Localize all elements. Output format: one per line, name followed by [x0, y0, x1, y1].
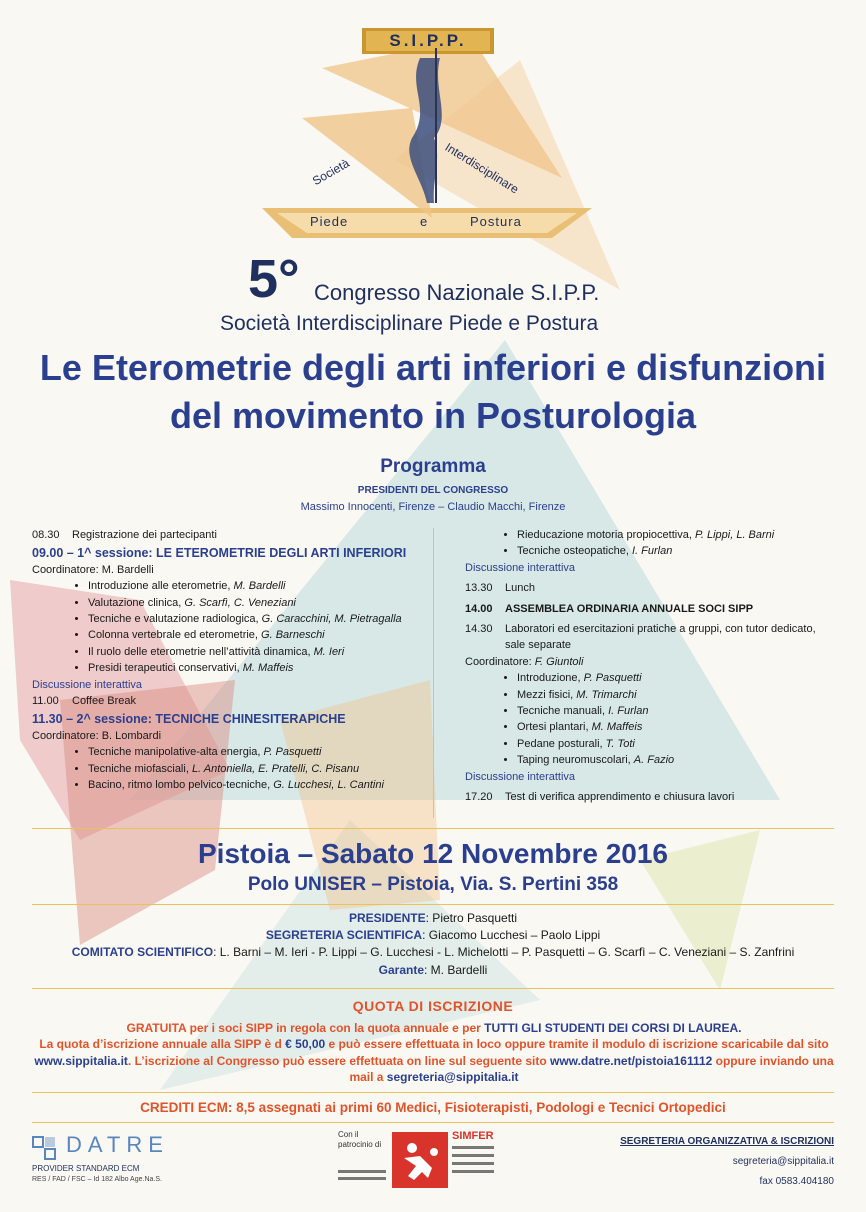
divider-top — [32, 828, 834, 829]
item-topic: Introduzione alle eterometrie, — [88, 580, 234, 593]
datre-site-link[interactable]: www.datre.net/pistoia161112 — [550, 1053, 713, 1068]
test-row — [465, 789, 837, 805]
president-name: : Pietro Pasquetti — [425, 911, 518, 925]
lunch-row — [465, 580, 837, 596]
logo-word-societa: Società — [310, 155, 352, 189]
patronage-line — [338, 1170, 386, 1173]
presidents-label: PRESIDENTI DEL CONGRESSO — [357, 485, 509, 496]
session-1-title: 09.00 – 1^ sessione: LE ETEROMETRIE DEGLI ARTI INFERIORI — [32, 546, 407, 561]
datre-provider: PROVIDER STANDARD ECM — [32, 1164, 140, 1173]
scientific-secretariat-line — [0, 927, 866, 944]
item-speakers: P. Lippi, L. Barni — [694, 529, 775, 541]
item-topic: Il ruolo delle eterometrie nell’attività dinamica, — [88, 645, 314, 658]
row-text: Registrazione dei partecipanti — [72, 529, 217, 541]
list-item — [88, 627, 428, 643]
time-label: 14.00 — [465, 602, 493, 615]
coord-name: F. Giuntoli — [534, 655, 584, 668]
list-item — [517, 703, 837, 719]
committee-names: : L. Barni – M. Ieri - P. Lippi – G. Lucchesi - L. Michelotti – P. Pasquetti – G. Scarfì – C. Veneziani – S. Zanfrini — [213, 945, 795, 960]
item-speakers: G. Scarfì, C. Veneziani — [184, 596, 296, 609]
secretariat-label: SEGRETERIA SCIENTIFICA — [265, 928, 423, 943]
item-speakers: T. Toti — [605, 737, 635, 750]
session-2-list — [32, 744, 428, 793]
quota-free-text: GRATUITA per i soci SIPP in regola con la quota annuale e per — [126, 1021, 485, 1035]
title-line-2: del movimento in Posturologia — [169, 395, 697, 436]
simfer-line — [452, 1162, 494, 1165]
item-topic: Valutazione clinica, — [88, 596, 185, 609]
datre-name: DATRE — [66, 1132, 169, 1157]
guarantor-name: : M. Bardelli — [424, 962, 488, 977]
row-text: Lunch — [505, 582, 535, 595]
list-item — [88, 595, 428, 611]
time-label: 17.20 — [465, 791, 493, 804]
item-speakers: M. Trimarchi — [576, 688, 637, 701]
divider-venue — [32, 904, 834, 905]
logo-acronym: S.I.P.P. — [389, 31, 467, 50]
guarantor-line — [0, 962, 866, 979]
sipp-site-link[interactable]: www.sippitalia.it — [34, 1053, 128, 1068]
list-item — [517, 719, 837, 735]
assembly-row — [465, 601, 837, 617]
sipp-logo — [262, 28, 592, 238]
coord-label: Coordinatore: — [465, 655, 535, 668]
list-item — [88, 578, 428, 594]
title-line-1: Le Eterometrie degli arti inferiori e disfunzioni — [39, 347, 827, 388]
row-text: Laboratori ed esercitazioni pratiche a gruppi, con tutor dedicato, sale separate — [505, 623, 816, 652]
column-divider — [433, 528, 434, 818]
item-speakers: G. Lucchesi, L. Cantini — [273, 779, 384, 792]
list-item — [88, 744, 428, 760]
organizing-secretariat-heading: SEGRETERIA ORGANIZZATIVA & ISCRIZIONI — [620, 1136, 834, 1147]
session-2-title: 11.30 – 2^ sessione: TECNICHE CHINESITERAPICHE — [32, 712, 346, 727]
session-2-list-cont — [465, 527, 837, 560]
committee-label: COMITATO SCIENTIFICO — [71, 945, 214, 960]
divider-crediti-top — [32, 1092, 834, 1093]
item-speakers: A. Fazio — [633, 754, 675, 767]
simfer-line — [452, 1154, 494, 1157]
divider-quota — [32, 988, 834, 989]
list-item — [88, 660, 428, 676]
item-speakers: P. Pasquetti — [583, 672, 642, 685]
coffee-row — [32, 693, 428, 709]
item-topic: Bacino, ritmo lombo pelvico-tecniche, — [88, 779, 274, 792]
item-speakers: M. Bardelli — [233, 580, 286, 593]
item-topic: Tecniche e valutazione radiologica, — [88, 613, 262, 626]
patronage-block — [338, 1130, 498, 1190]
item-speakers: I. Furlan — [608, 705, 649, 718]
logo-word-e: e — [420, 214, 428, 229]
item-topic: Rieducazione motoria propiocettiva, — [517, 529, 695, 541]
item-topic: Presidi terapeutici conservativi, — [88, 662, 243, 675]
item-speakers: G. Caracchini, M. Pietragalla — [261, 613, 402, 626]
programme-right-column — [465, 527, 837, 806]
quota-annual: La quota d’iscrizione annuale alla SIPP è d — [39, 1037, 286, 1052]
list-item — [517, 670, 837, 686]
item-topic: Introduzione, — [517, 672, 584, 685]
item-speakers: P. Pasquetti — [263, 746, 322, 759]
list-item — [88, 644, 428, 660]
discussion-3: Discussione interattiva — [465, 770, 576, 783]
president-line — [0, 910, 866, 927]
list-item — [88, 777, 428, 793]
item-speakers: M. Ieri — [313, 645, 345, 658]
item-topic: Tecniche manipolative-alta energia, — [88, 746, 264, 759]
organizing-secretariat-email[interactable]: segreteria@sippitalia.it — [732, 1156, 834, 1167]
item-topic: Taping neuromuscolari, — [517, 754, 634, 767]
item-speakers: M. Maffeis — [242, 662, 294, 675]
lab-list — [465, 670, 837, 768]
discussion-1: Discussione interattiva — [32, 678, 143, 691]
logo-word-postura: Postura — [470, 214, 522, 229]
event-date: Pistoia – Sabato 12 Novembre 2016 — [198, 838, 668, 869]
guarantor-label: Garante — [378, 962, 424, 977]
logo-word-interdisciplinare: Interdisciplinare — [442, 140, 522, 197]
patronage-label-2: patrocinio di — [338, 1140, 382, 1149]
divider-crediti-bottom — [32, 1122, 834, 1123]
item-topic: Ortesi plantari, — [517, 721, 592, 734]
lab-coordinator — [465, 654, 837, 670]
simfer-line — [452, 1146, 494, 1149]
logo-graphic — [262, 28, 592, 238]
logo-word-piede: Piede — [310, 214, 349, 229]
list-item — [517, 752, 837, 768]
list-item — [517, 687, 837, 703]
item-speakers: L. Antoniella, E. Pratelli, C. Pisanu — [191, 762, 360, 775]
time-label: 14.30 — [465, 623, 493, 636]
session-1-list — [32, 578, 428, 676]
staff-block — [0, 910, 866, 979]
time-label: 11.00 — [32, 695, 59, 708]
congress-number: 5° — [248, 249, 300, 309]
list-item — [517, 736, 837, 752]
congress-name: Congresso Nazionale S.I.P.P. — [314, 280, 600, 305]
item-topic: Colonna vertebrale ed eterometrie, — [88, 629, 262, 642]
datre-id: RES / FAD / FSC – Id 182 Albo Age.Na.S. — [32, 1176, 162, 1183]
quota-modulo: e può essere effettuata in loco oppure tramite il modulo di iscrizione scaricabile dal sito — [325, 1037, 829, 1052]
quota-online: . L’iscrizione al Congresso può essere effettuata on line sul seguente sito — [127, 1053, 551, 1068]
mail-link[interactable]: segreteria@sippitalia.it — [386, 1070, 519, 1085]
crediti-ecm: CREDITI ECM: 8,5 assegnati ai primi 60 Medici, Fisioterapisti, Podologi e Tecnici Ortopedici — [140, 1100, 726, 1115]
discussion-2: Discussione interattiva — [465, 561, 576, 574]
organizing-secretariat — [620, 1132, 834, 1192]
programme-left-column — [32, 527, 428, 794]
simfer-name: SIMFER — [452, 1130, 494, 1142]
list-item — [88, 761, 428, 777]
list-item — [517, 527, 837, 543]
event-venue: Polo UNISER – Pistoia, Via. S. Pertini 358 — [247, 874, 619, 895]
item-speakers: M. Maffeis — [591, 721, 643, 734]
row-text: Coffee Break — [72, 695, 137, 708]
scientific-committee-line — [0, 944, 866, 961]
session-1-coordinator: Coordinatore: M. Bardelli — [32, 563, 154, 576]
society-name: Società Interdisciplinare Piede e Postura — [220, 312, 599, 335]
simfer-logo-icon — [392, 1132, 448, 1188]
item-speakers: G. Barneschi — [261, 629, 325, 642]
president-label: PRESIDENTE — [348, 911, 426, 925]
presidents-names: Massimo Innocenti, Firenze – Claudio Macchi, Firenze — [300, 501, 566, 513]
item-topic: Tecniche osteopatiche, — [517, 545, 632, 558]
item-speakers: I. Furlan — [631, 545, 673, 558]
secretariat-names: : Giacomo Lucchesi – Paolo Lippi — [422, 928, 601, 943]
item-topic: Pedane posturali, — [517, 737, 606, 750]
row-text: Test di verifica apprendimento e chiusura lavori — [505, 791, 735, 804]
row-text: ASSEMBLEA ORDINARIA ANNUALE SOCI SIPP — [505, 602, 754, 615]
quota-heading: QUOTA DI ISCRIZIONE — [352, 998, 514, 1014]
registration-row — [32, 527, 428, 543]
quota-students: TUTTI GLI STUDENTI DEI CORSI DI LAUREA. — [484, 1021, 742, 1035]
simfer-line — [452, 1170, 494, 1173]
list-item — [517, 543, 837, 559]
quota-text — [32, 1020, 836, 1086]
time-label: 08.30 — [32, 529, 60, 541]
item-topic: Tecniche miofasciali, — [88, 762, 192, 775]
session-2-coordinator: Coordinatore: B. Lombardi — [32, 729, 162, 742]
item-topic: Mezzi fisici, — [517, 688, 577, 701]
patronage-label-1: Con il — [338, 1130, 359, 1139]
time-label: 13.30 — [465, 582, 493, 595]
patronage-line — [338, 1177, 386, 1180]
programme-heading: Programma — [380, 456, 486, 477]
quota-amount: € 50,00 — [285, 1037, 326, 1052]
lab-row — [465, 621, 837, 654]
list-item — [88, 611, 428, 627]
datre-icon — [32, 1136, 56, 1160]
organizing-secretariat-fax: fax 0583.404180 — [759, 1176, 834, 1187]
quota-mail-text: oppure inviando una mail a — [349, 1053, 834, 1085]
item-topic: Tecniche manuali, — [517, 705, 609, 718]
